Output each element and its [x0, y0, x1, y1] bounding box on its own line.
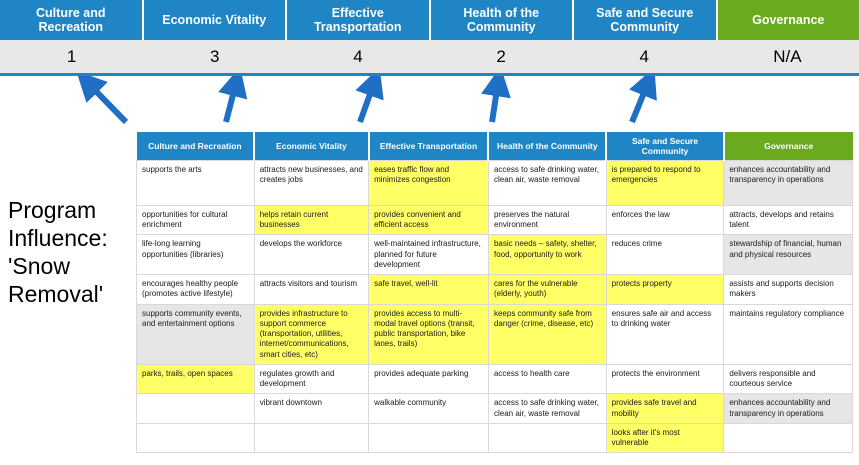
matrix-cell: enhances accountability and transparency in operations [724, 394, 853, 423]
pillar-header-label: Health of the Community [463, 5, 540, 34]
matrix-cell: ensures safe air and access to drinking water [606, 304, 724, 364]
matrix-cell: preserves the natural environment [488, 206, 606, 235]
matrix-cell: regulates growth and development [254, 364, 368, 393]
matrix-cell: attracts new businesses, and creates jobs [254, 161, 368, 206]
matrix-cell: enhances accountability and transparency in operations [724, 161, 853, 206]
matrix-cell: looks after it's most vulnerable [606, 423, 724, 452]
arrow-economic-vitality [226, 83, 236, 122]
arrow-safe-and-secure-community [632, 83, 648, 122]
matrix-cell: opportunities for cultural enrichment [137, 206, 255, 235]
matrix-cell: supports the arts [137, 161, 255, 206]
matrix-cell: reduces crime [606, 235, 724, 275]
matrix-cell: delivers responsible and courteous service [724, 364, 853, 393]
table-row [137, 394, 853, 423]
matrix-header-row [137, 132, 853, 161]
matrix-cell: keeps community safe from danger (crime, disease, etc) [488, 304, 606, 364]
matrix-cell: helps retain current businesses [254, 206, 368, 235]
pillar-header-label: Culture and Recreation [36, 5, 106, 34]
matrix-cell: attracts visitors and tourism [254, 275, 368, 304]
pillar-header-culture-and-recreation [0, 0, 144, 40]
matrix-cell: protects the environment [606, 364, 724, 393]
matrix-body [137, 161, 853, 453]
pillar-score-band [0, 40, 859, 76]
arrow-effective-transportation [360, 83, 374, 122]
matrix-header-effective-transportation: Effective Transportation [369, 132, 489, 161]
matrix-cell: enforces the law [606, 206, 724, 235]
pillar-header-label: Economic Vitality [162, 12, 267, 27]
table-row [137, 235, 853, 275]
matrix-cell [724, 423, 853, 452]
arrow-health-of-the-community [492, 83, 498, 122]
matrix-cell: assists and supports decision makers [724, 275, 853, 304]
matrix-header-governance: Governance [724, 132, 853, 161]
matrix-cell: maintains regulatory compliance [724, 304, 853, 364]
pillar-header-safe-and-secure-community [574, 0, 718, 40]
score-governance: N/A [773, 46, 802, 66]
matrix-cell: stewardship of financial, human and physical resources [724, 235, 853, 275]
pillar-header-governance [718, 0, 859, 40]
score-effective-transportation: 4 [353, 46, 363, 66]
matrix-header-safe-and-secure-community: Safe and Secure Community [606, 132, 724, 161]
matrix-cell: encourages healthy people (promotes active lifestyle) [137, 275, 255, 304]
matrix-cell: basic needs – safety, shelter, food, opportunity to work [488, 235, 606, 275]
pillar-header-label: Safe and Secure Community [596, 5, 694, 34]
pillar-header-effective-transportation [287, 0, 431, 40]
matrix-cell: walkable community [369, 394, 489, 423]
matrix-cell: provides access to multi-modal travel options (transit, public transportation, bike lanes, trails) [369, 304, 489, 364]
score-culture-and-recreation: 1 [66, 46, 77, 66]
matrix-cell: cares for the vulnerable (elderly, youth) [488, 275, 606, 304]
matrix-header-health-of-the-community: Health of the Community [488, 132, 606, 161]
pillar-header-label: Governance [752, 12, 825, 27]
matrix-cell: eases traffic flow and minimizes congestion [369, 161, 489, 206]
pillar-header-economic-vitality [144, 0, 288, 40]
matrix-cell: provides infrastructure to support commerce (transportation, utilities, internet/communications, smart cities, etc) [254, 304, 368, 364]
matrix-cell: vibrant downtown [254, 394, 368, 423]
score-safe-and-secure-community: 4 [639, 46, 649, 66]
matrix-header-culture-and-recreation: Culture and Recreation [137, 132, 255, 161]
program-influence-caption: Program Influence: 'Snow Removal' [8, 197, 108, 308]
matrix-cell [137, 394, 255, 423]
matrix-cell: is prepared to respond to emergencies [606, 161, 724, 206]
table-row [137, 206, 853, 235]
arrow-culture-and-recreation [88, 83, 126, 122]
matrix-cell: access to health care [488, 364, 606, 393]
table-row [137, 364, 853, 393]
matrix-cell [137, 423, 255, 452]
arrows-layer [0, 76, 859, 134]
matrix-cell [254, 423, 368, 452]
score-economic-vitality: 3 [210, 46, 220, 66]
pillar-header-band [0, 0, 859, 40]
matrix-cell: safe travel, well-lit [369, 275, 489, 304]
matrix-cell: life-long learning opportunities (libraries) [137, 235, 255, 275]
matrix-cell: provides adequate parking [369, 364, 489, 393]
matrix-cell: protects property [606, 275, 724, 304]
matrix-header-economic-vitality: Economic Vitality [254, 132, 368, 161]
matrix-cell: provides safe travel and mobility [606, 394, 724, 423]
table-row [137, 275, 853, 304]
matrix-cell: develops the workforce [254, 235, 368, 275]
matrix-cell: well-maintained infrastructure, planned for future development [369, 235, 489, 275]
pillar-header-health-of-the-community [431, 0, 575, 40]
program-influence-matrix [136, 132, 853, 453]
matrix-cell [369, 423, 489, 452]
matrix-cell [488, 423, 606, 452]
table-row [137, 423, 853, 452]
matrix-cell: attracts, develops and retains talent [724, 206, 853, 235]
matrix-cell: access to safe drinking water, clean air, waste removal [488, 161, 606, 206]
matrix-cell: supports community events, and entertainment options [137, 304, 255, 364]
table-row [137, 161, 853, 206]
pillar-header-label: Effective Transportation [313, 5, 402, 34]
matrix-cell: parks, trails, open spaces [137, 364, 255, 393]
score-health-of-the-community: 2 [496, 46, 506, 66]
matrix-cell: provides convenient and efficient access [369, 206, 489, 235]
table-row [137, 304, 853, 364]
matrix-cell: access to safe drinking water, clean air, waste removal [488, 394, 606, 423]
